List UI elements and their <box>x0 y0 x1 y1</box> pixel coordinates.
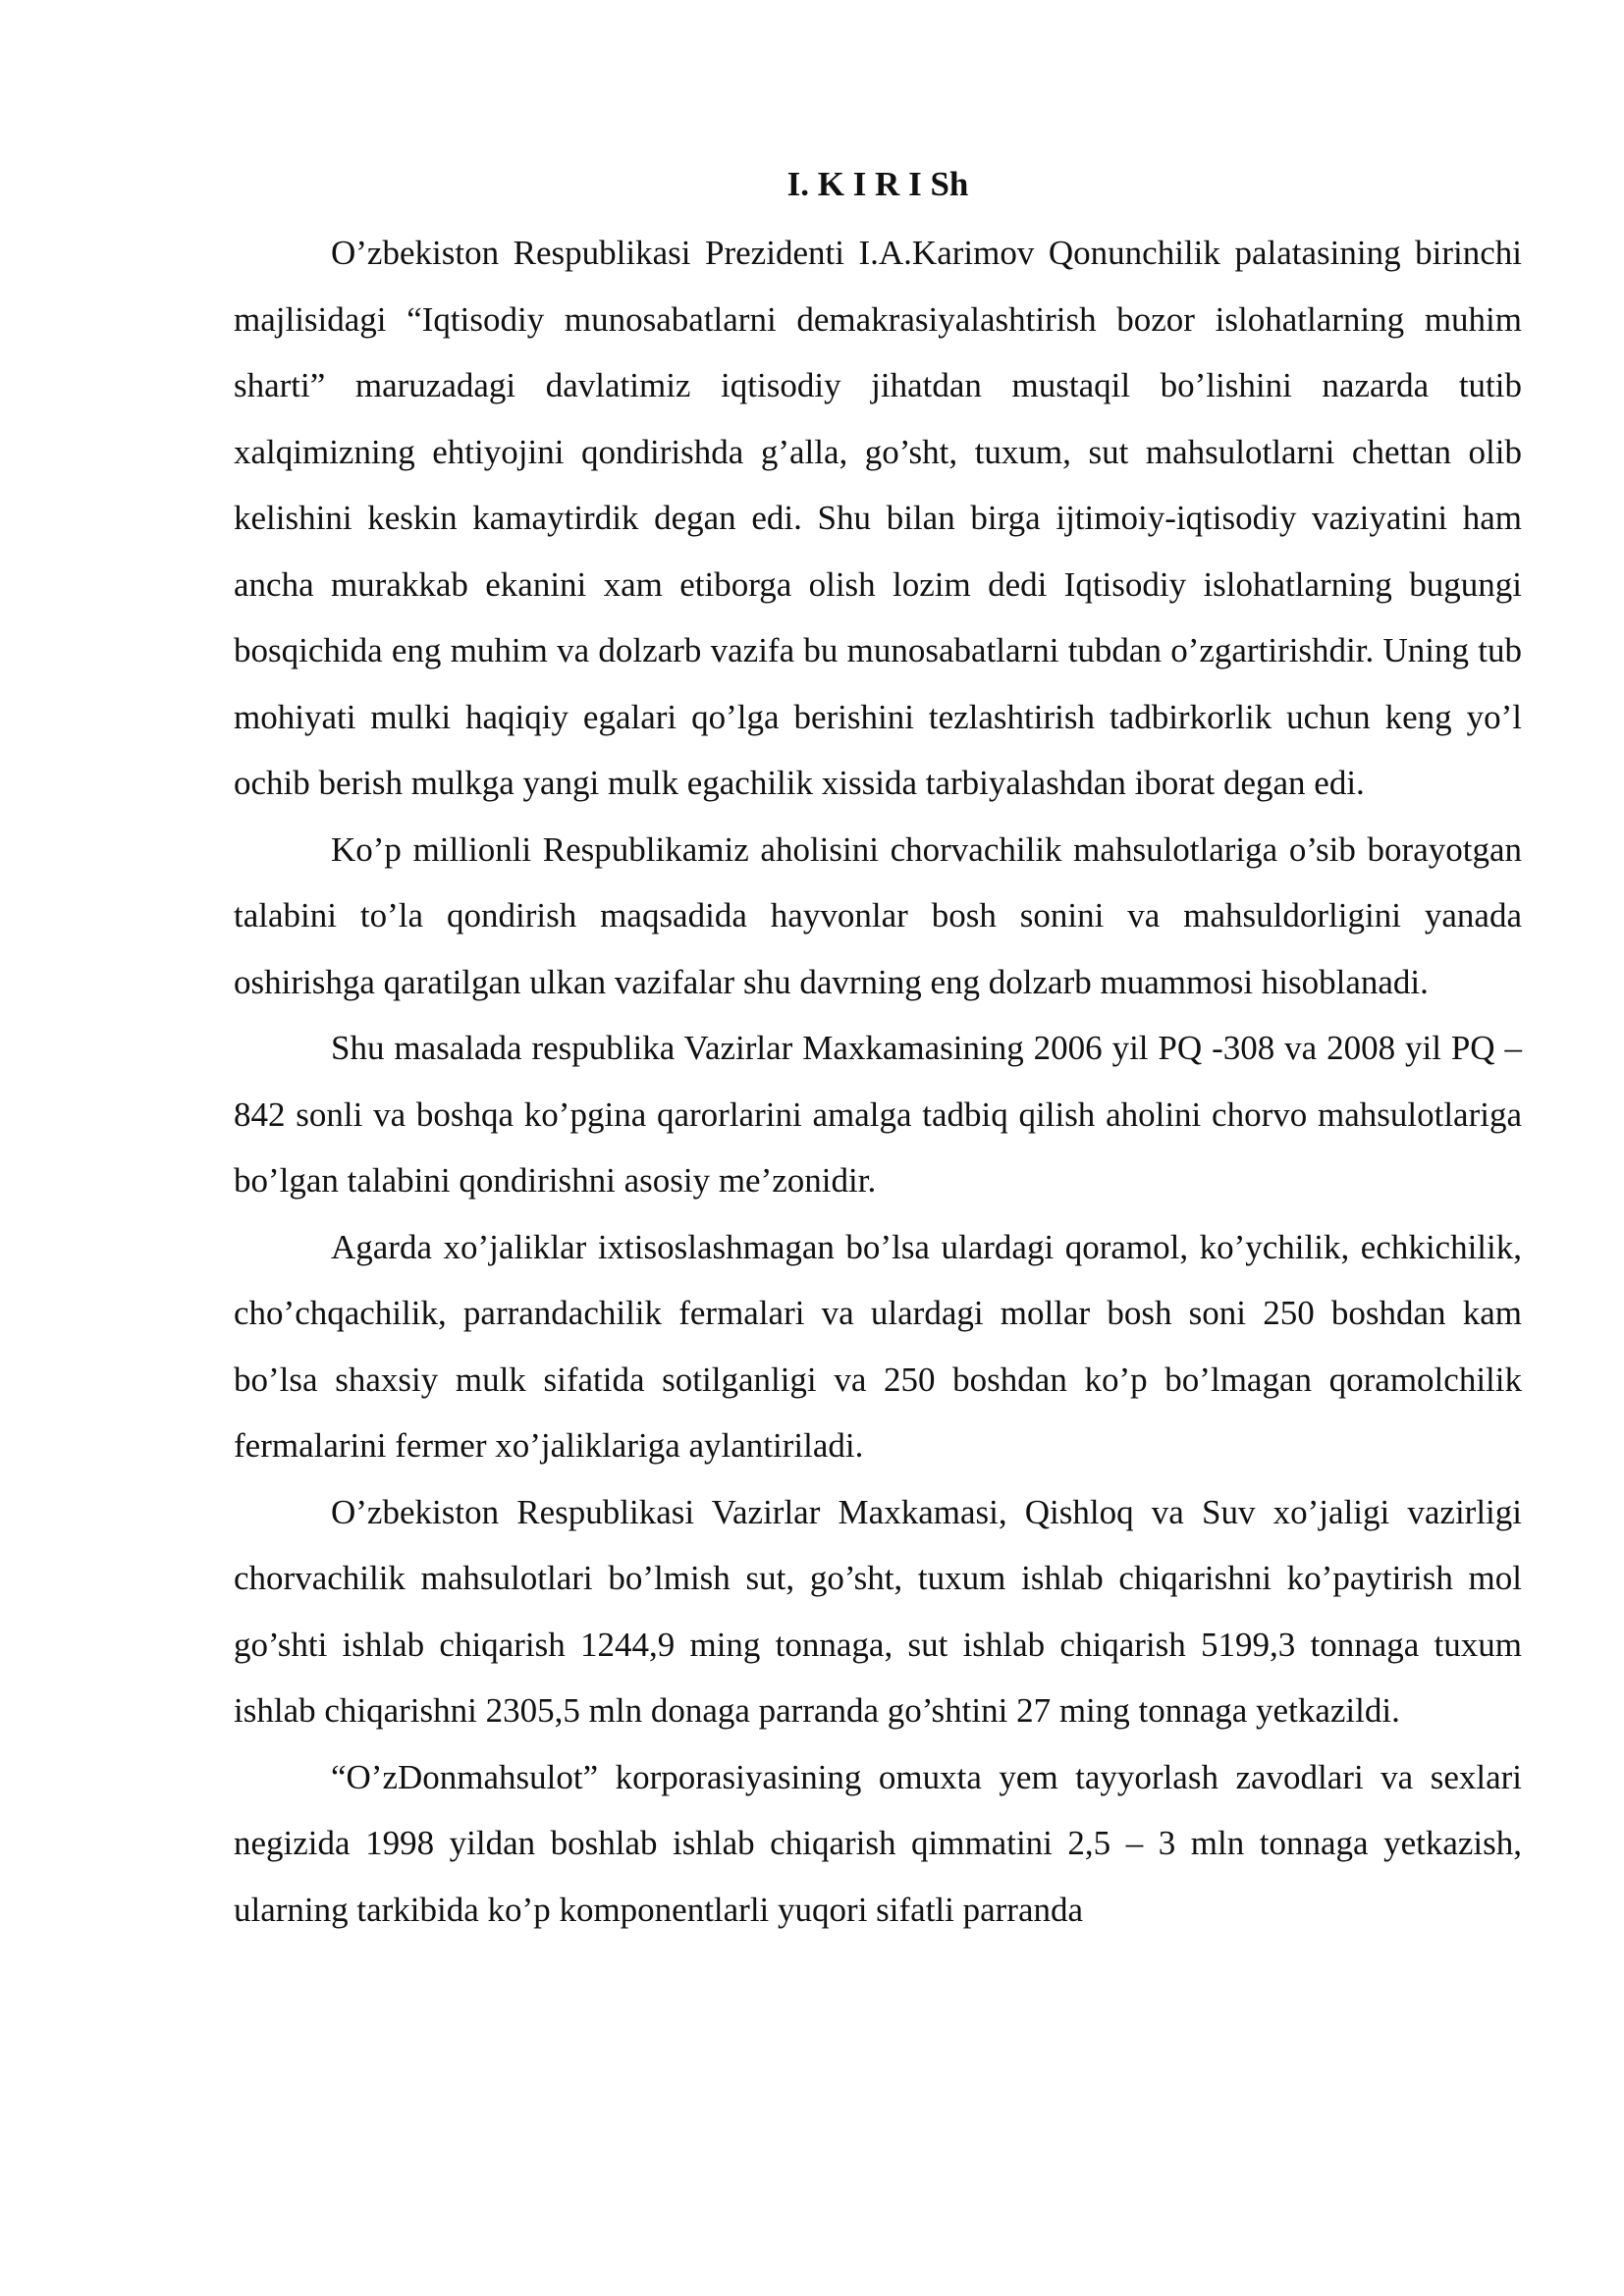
paragraph-5: O’zbekiston Respublikasi Vazirlar Maxkamasi, Qishloq va Suv xo’jaligi vazirligi chorvachilik mahsulotlari bo’lmish sut, go’sht, tuxum ishlab chiqarishni ko’paytirish mol go’shti ishlab chiqarish 1244,9 ming tonnaga, sut ishlab chiqarish 5199,3 tonnaga tuxum ishlab chiqarishni 2305,5 mln donaga parranda go’shtini 27 ming tonnaga yetkazildi. <box>234 1492 1522 1730</box>
section-title: I. K I R I Sh <box>786 165 969 203</box>
paragraph-2: Ko’p millionli Respublikamiz aholisini chorvachilik mahsulotlariga o’sib borayotgan talabini to’la qondirish maqsadida hayvonlar bosh sonini va mahsuldorligini yanada oshirishga qaratilgan ulkan vazifalar shu davrning eng dolzarb muammosi hisoblanadi. <box>234 829 1522 1001</box>
paragraph-4: Agarda xo’jaliklar ixtisoslashmagan bo’lsa ulardagi qoramol, ko’ychilik, echkichilik, cho’chqachilik, parrandachilik fermalari va ulardagi mollar bosh soni 250 boshdan kam bo’lsa shaxsiy mulk sifatida sotilganligi va 250 boshdan ko’p bo’lmagan qoramolchilik fermalarini fermer xo’jaliklariga aylantiriladi. <box>234 1227 1522 1465</box>
paragraph-1: O’zbekiston Respublikasi Prezidenti I.A.Karimov Qonunchilik palatasining birinchi majlisidagi “Iqtisodiy munosabatlarni demakrasiyalashtirish bozor islohatlarning muhim sharti” maruzadagi davlatimiz iqtisodiy jihatdan mustaqil bo’lishini nazarda tutib xalqimizning ehtiyojini qondirishda g’alla, go’sht, tuxum, sut mahsulotlarni chettan olib kelishini keskin kamaytirdik degan edi. Shu bilan birga ijtimoiy-iqtisodiy vaziyatini ham ancha murakkab ekanini xam etiborga olish lozim dedi Iqtisodiy islohatlarning bugungi bosqichida eng muhim va dolzarb vazifa bu munosabatlarni tubdan o’zgartirishdir. Uning tub mohiyati mulki haqiqiy egalari qo’lga berishini tezlashtirish tadbirkorlik uchun keng yo’l ochib berish mulkga yangi mulk egachilik xissida tarbiyalashdan iborat degan edi. <box>234 234 1522 802</box>
paragraph-3: Shu masalada respublika Vazirlar Maxkamasining 2006 yil PQ -308 va 2008 yil PQ – 842 sonli va boshqa ko’pgina qarorlarini amalga tadbiq qilish aholini chorvo mahsulotlariga bo’lgan talabini qondirishni asosiy me’zonidir. <box>234 1029 1522 1200</box>
paragraph-6: “O’zDonmahsulot” korporasiyasining omuxta yem tayyorlash zavodlari va sexlari negizida 1998 yildan boshlab ishlab chiqarish qimmatini 2,5 – 3 mln tonnaga yetkazish, ularning tarkibida ko’p komponentlarli yuqori sifatli parranda <box>234 1757 1522 1929</box>
document-body <box>234 155 1522 1943</box>
